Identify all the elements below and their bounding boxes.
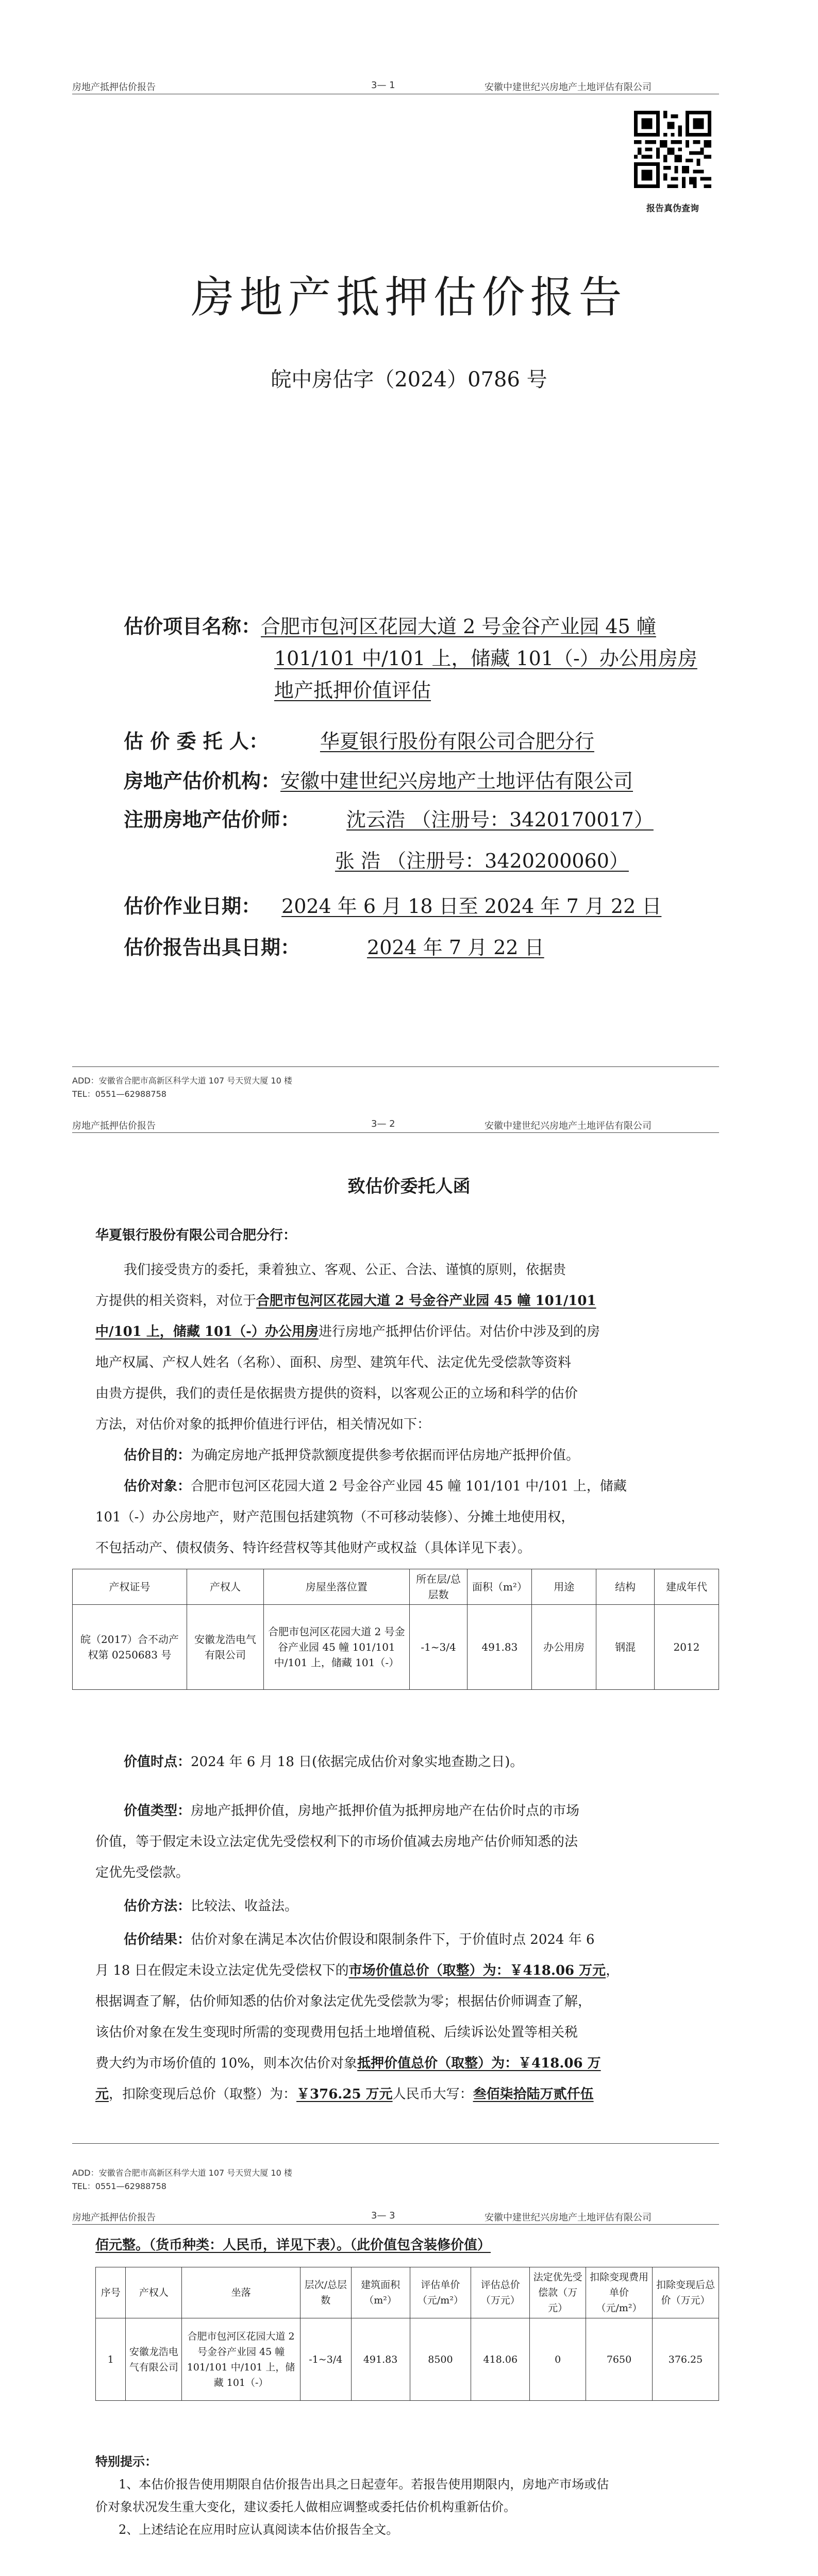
table-header-row xyxy=(96,2267,719,2318)
table-cell: 2012 xyxy=(655,1605,719,1690)
client-value: 华夏银行股份有限公司合肥分行 xyxy=(320,730,594,753)
project-name-line3: 地产抵押价值评估 xyxy=(274,679,431,702)
period-value: 2024 年 6 月 18 日至 2024 年 7 月 22 日 xyxy=(281,895,662,918)
table-header-cell: 结构 xyxy=(596,1569,655,1605)
header-right: 安徽中建世纪兴房地产土地评估有限公司 xyxy=(485,1121,652,1131)
letter-intro-1: 我们接受贵方的委托，秉着独立、客观、公正、合法、谨慎的原则，依据贵 xyxy=(124,1262,566,1278)
header-page-number: 3— 2 xyxy=(371,1118,395,1129)
object-line3: 不包括动产、债权债务、特许经营权等其他财产或权益（具体详见下表）。 xyxy=(95,1540,531,1556)
table-row xyxy=(96,2318,719,2401)
table-cell: 491.83 xyxy=(351,2318,410,2401)
page-3 xyxy=(0,2169,818,2576)
market-value: 市场价值总价（取整）为：￥418.06 万元 xyxy=(348,1963,606,1978)
table-cell: 418.06 xyxy=(471,2318,530,2401)
letter-intro-3: 中/101 上，储藏 101（-）办公用房进行房地产抵押估价评估。对估价中涉及到的房 xyxy=(95,1324,600,1340)
period-label: 估价作业日期： xyxy=(124,894,261,918)
header-divider xyxy=(72,1132,719,1133)
result-line2: 月 18 日在假定未设立法定优先受偿权下的市场价值总价（取整）为：￥418.06 万元， xyxy=(95,1963,620,1978)
summary-label: 佰元整。（货币种类：人民币，详见下表）。（此价值包含装修价值） xyxy=(95,2238,491,2253)
net-value: ￥376.25 万元 xyxy=(296,2087,393,2102)
header-left: 房地产抵押估价报告 xyxy=(72,82,156,93)
table-header-cell: 层次/总层数 xyxy=(300,2267,351,2318)
header-divider xyxy=(72,2224,719,2225)
appraiser-2: 张 浩 （注册号：3420200060） xyxy=(335,850,629,872)
value-type-line3: 定优先受偿款。 xyxy=(95,1865,190,1880)
header-right: 安徽中建世纪兴房地产土地评估有限公司 xyxy=(485,2212,652,2223)
table-cell: 376.25 xyxy=(652,2318,719,2401)
valuation-table xyxy=(95,2267,719,2401)
table-header-cell: 法定优先受偿款（万元） xyxy=(530,2267,586,2318)
table-header-cell: 评估单价（元/m²） xyxy=(410,2267,471,2318)
header-left: 房地产抵押估价报告 xyxy=(72,2212,156,2223)
letter-salutation: 华夏银行股份有限公司合肥分行： xyxy=(95,1228,297,1243)
table-cell: 0 xyxy=(530,2318,586,2401)
table-header-cell: 序号 xyxy=(96,2267,126,2318)
table-cell: 安徽龙浩电气有限公司 xyxy=(187,1605,263,1690)
table-cell: -1~3/4 xyxy=(409,1605,468,1690)
table-cell: -1~3/4 xyxy=(300,2318,351,2401)
appraiser-row xyxy=(124,804,674,836)
qr-caption: 报告真伪查询 xyxy=(646,204,699,214)
result-row: 估价结果：估价对象在满足本次估价假设和限制条件下，于价值时点 2024 年 6 xyxy=(124,1932,595,1947)
table-cell: 办公用房 xyxy=(532,1605,596,1690)
qr-code[interactable] xyxy=(634,111,711,188)
report-title: 房地产抵押估价报告 xyxy=(191,272,627,323)
issue-value: 2024 年 7 月 22 日 xyxy=(367,936,544,959)
note-1b: 价对象状况发生重大变化，建议委托人做相应调整或委托估价机构重新估价。 xyxy=(95,2500,516,2514)
letter-intro-4: 地产权属、产权人姓名（名称）、面积、房型、建筑年代、法定优先受偿款等资料 xyxy=(95,1355,572,1370)
report-number: 皖中房估字（2024）0786 号 xyxy=(271,368,547,392)
table-header-row xyxy=(73,1569,719,1605)
footer-tel: TEL：0551—62988758 xyxy=(72,2181,166,2191)
object-row: 估价对象：合肥市包河区花园大道 2 号金谷产业园 45 幢 101/101 中/101 上，储藏 xyxy=(124,1479,627,1494)
header-page-number: 3— 3 xyxy=(371,2210,395,2221)
header-page-number: 3— 1 xyxy=(371,80,395,91)
letter-intro-6: 方法，对估价对象的抵押价值进行评估，相关情况如下： xyxy=(95,1417,431,1432)
footer-divider xyxy=(72,1066,719,1067)
table-header-cell: 评估总价（万元） xyxy=(471,2267,530,2318)
letter-title: 致估价委托人函 xyxy=(347,1176,471,1197)
page-1 xyxy=(0,0,818,1077)
method-row: 估价方法：比较法、收益法。 xyxy=(124,1899,298,1914)
appraiser-label: 注册房地产估价师： xyxy=(124,808,301,831)
table-header-cell: 产权人 xyxy=(126,2267,182,2318)
project-name-row xyxy=(124,611,656,642)
result-line5: 费大约为市场价值的 10%，则本次估价对象抵押价值总价（取整）为：￥418.06 万 xyxy=(95,2056,601,2071)
agency-row xyxy=(124,765,633,797)
project-name-line1: 合肥市包河区花园大道 2 号金谷产业园 45 幢 xyxy=(261,615,656,638)
table-cell: 491.83 xyxy=(468,1605,532,1690)
page-2 xyxy=(0,1077,818,2169)
value-type-row: 价值类型：房地产抵押价值，房地产抵押价值为抵押房地产在估价时点的市场 xyxy=(124,1803,580,1819)
table-row xyxy=(73,1605,719,1690)
property-table xyxy=(72,1569,719,1690)
appraiser-1: 沈云浩 （注册号：3420170017） xyxy=(346,808,654,831)
table-cell: 皖（2017）合不动产权第 0250683 号 xyxy=(73,1605,187,1690)
project-name-line2: 101/101 中/101 上，储藏 101（-）办公用房房 xyxy=(274,647,697,670)
letter-intro-2: 方提供的相关资料，对位于合肥市包河区花园大道 2 号金谷产业园 45 幢 101/101 xyxy=(95,1293,596,1309)
purpose-row: 估价目的：为确定房地产抵押贷款额度提供参考依据而评估房地产抵押价值。 xyxy=(124,1448,580,1463)
table-cell: 钢混 xyxy=(596,1605,655,1690)
value-date-row: 价值时点：2024 年 6 月 18 日(依据完成估价对象实地查勘之日)。 xyxy=(124,1754,524,1770)
footer-divider xyxy=(72,2143,719,2144)
notes-title: 特别提示： xyxy=(95,2454,157,2469)
header-right: 安徽中建世纪兴房地产土地评估有限公司 xyxy=(485,82,652,93)
period-row xyxy=(124,890,677,922)
letter-intro-5: 由贵方提供，我们的责任是依据贵方提供的资料，以客观公正的立场和科学的估价 xyxy=(95,1386,578,1401)
mortgage-value: 抵押价值总价（取整）为：￥418.06 万 xyxy=(357,2056,601,2071)
table-cell: 7650 xyxy=(586,2318,653,2401)
result-line3: 根据调查了解，估价师知悉的估价对象法定优先受偿款为零；根据估价师调查了解， xyxy=(95,1994,592,2009)
table-cell: 合肥市包河区花园大道 2 号金谷产业园 45 幢 101/101 中/101 上，储藏 101（-） xyxy=(264,1605,410,1690)
table-header-cell: 扣除变现后总价（万元） xyxy=(652,2267,719,2318)
table-header-cell: 建筑面积（m²） xyxy=(351,2267,410,2318)
footer-address: ADD：安徽省合肥市高新区科学大道 107 号天贸大厦 10 楼 xyxy=(72,2168,292,2178)
table-header-cell: 面积（m²） xyxy=(468,1569,532,1605)
table-header-cell: 用途 xyxy=(532,1569,596,1605)
issue-label: 估价报告出具日期： xyxy=(124,936,301,959)
table-header-cell: 扣除变现费用单价（元/m²） xyxy=(586,2267,653,2318)
table-header-cell: 房屋坐落位置 xyxy=(264,1569,410,1605)
table-header-cell: 坐落 xyxy=(182,2267,301,2318)
project-name-label: 估价项目名称： xyxy=(124,615,261,638)
table-header-cell: 建成年代 xyxy=(655,1569,719,1605)
table-cell: 合肥市包河区花园大道 2 号金谷产业园 45 幢 101/101 中/101 上，储藏 101（-） xyxy=(182,2318,301,2401)
property-location: 合肥市包河区花园大道 2 号金谷产业园 45 幢 101/101 xyxy=(256,1293,596,1309)
table-cell: 安徽龙浩电气有限公司 xyxy=(126,2318,182,2401)
client-row xyxy=(124,725,691,757)
footer-address: ADD：安徽省合肥市高新区科学大道 107 号天贸大厦 10 楼 xyxy=(72,1076,292,1086)
table-header-cell: 产权人 xyxy=(187,1569,263,1605)
table-cell: 1 xyxy=(96,2318,126,2401)
table-header-cell: 所在层/总层数 xyxy=(409,1569,468,1605)
result-line6: 元，扣除变现后总价（取整）为：￥376.25 万元人民币大写：叁佰柒拾陆万贰仟伍 xyxy=(95,2087,594,2102)
agency-value: 安徽中建世纪兴房地产土地评估有限公司 xyxy=(280,770,633,792)
result-line4: 该估价对象在发生变现时所需的变现费用包括土地增值税、后续诉讼处置等相关税 xyxy=(95,2025,578,2040)
object-line2: 101（-）办公房地产，财产范围包括建筑物（不可移动装修）、分摊土地使用权， xyxy=(95,1510,575,1525)
table-header-cell: 产权证号 xyxy=(73,1569,187,1605)
agency-label: 房地产估价机构： xyxy=(124,769,281,792)
table-cell: 8500 xyxy=(410,2318,471,2401)
value-type-line2: 价值，等于假定未设立法定优先受偿权利下的市场价值减去房地产估价师知悉的法 xyxy=(95,1834,578,1850)
header-left: 房地产抵押估价报告 xyxy=(72,1121,156,1131)
note-1a: 1、本估价报告使用期限自估价报告出具之日起壹年。若报告使用期限内，房地产市场或估 xyxy=(119,2477,609,2492)
issue-row xyxy=(124,931,606,963)
footer-tel: TEL：0551—62988758 xyxy=(72,1089,166,1099)
client-label: 估 价 委 托 人： xyxy=(124,730,269,753)
note-2: 2、上述结论在应用时应认真阅读本估价报告全文。 xyxy=(119,2522,399,2537)
